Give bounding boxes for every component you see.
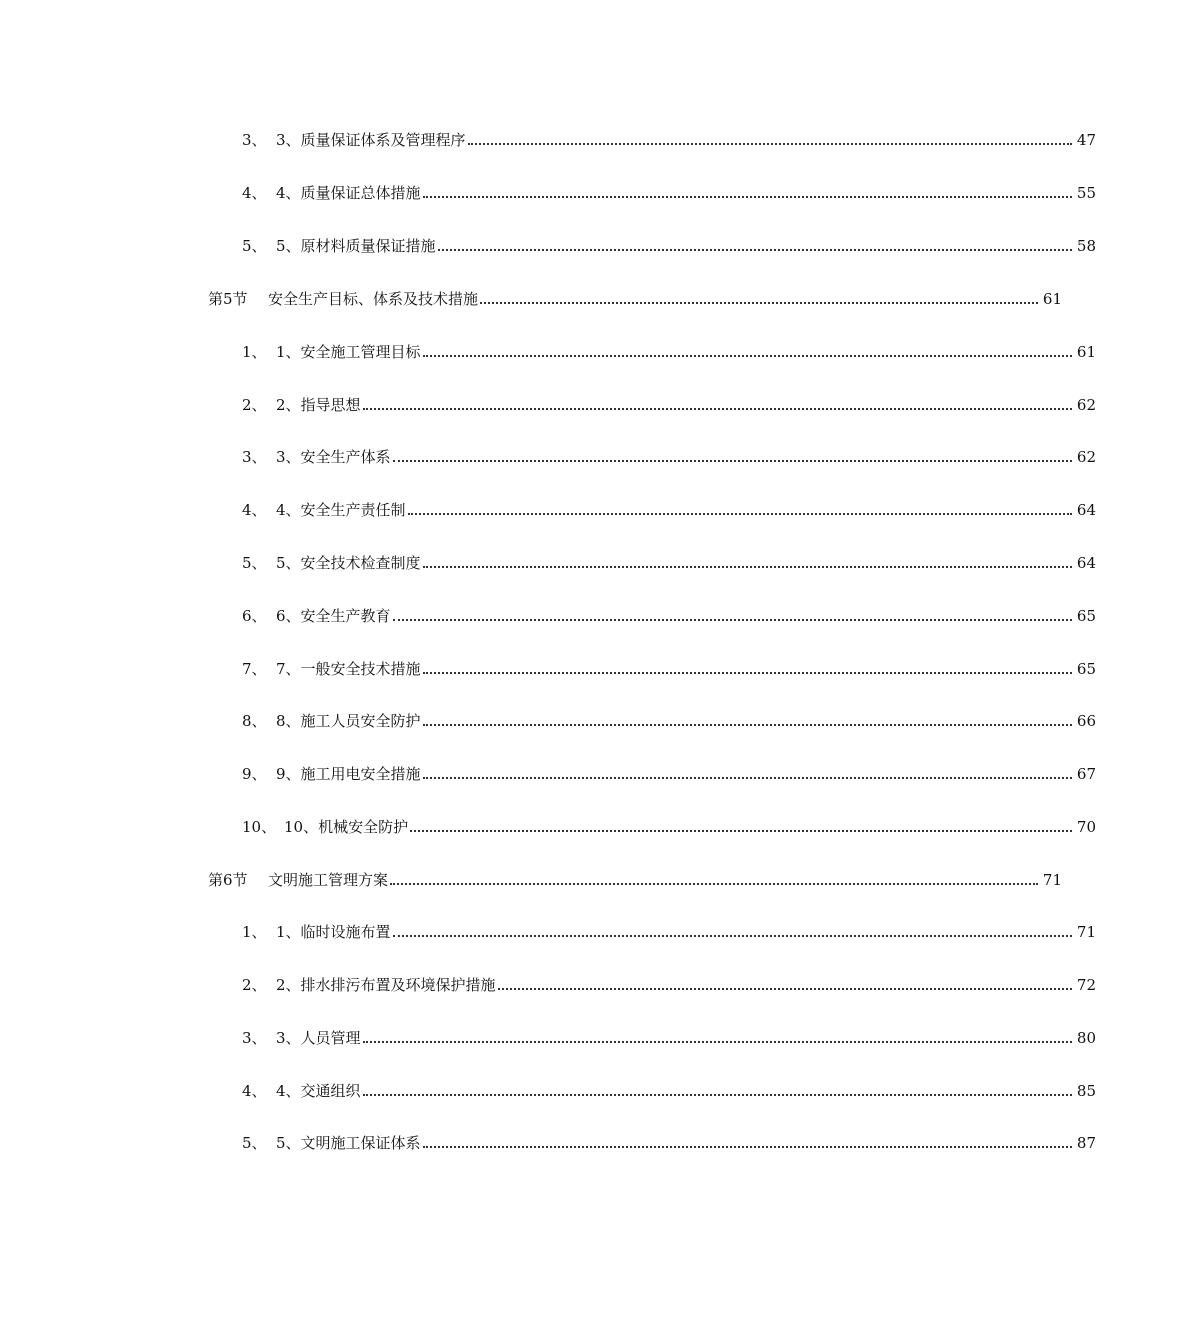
toc-entry-number: 4、 xyxy=(242,184,267,202)
toc-entry-number: 1、 xyxy=(242,923,267,941)
toc-entry-number: 6、 xyxy=(242,607,267,625)
toc-entry-title: 2、指导思想 xyxy=(276,396,361,414)
dot-leader xyxy=(423,672,1072,674)
dot-leader xyxy=(410,830,1072,832)
toc-entry[interactable] xyxy=(0,126,1192,150)
toc-entry[interactable] xyxy=(0,1024,1192,1048)
toc-entry-page: 71 xyxy=(1042,871,1062,889)
toc-entry-page: 61 xyxy=(1076,343,1096,361)
dot-leader xyxy=(423,724,1072,726)
toc-entry-number: 2、 xyxy=(242,976,267,994)
toc-entry-page: 62 xyxy=(1076,448,1096,466)
toc-entry[interactable] xyxy=(0,760,1192,784)
toc-section-title: 安全生产目标、体系及技术措施 xyxy=(268,290,479,308)
toc-section-number: 第5节 xyxy=(208,290,248,308)
toc-entry[interactable] xyxy=(0,918,1192,942)
toc-entry-page: 62 xyxy=(1076,396,1096,414)
toc-entry-title: 5、原材料质量保证措施 xyxy=(276,237,436,255)
toc-entry-title: 4、交通组织 xyxy=(276,1082,361,1100)
toc-entry[interactable] xyxy=(0,496,1192,520)
toc-entry-page: 87 xyxy=(1076,1134,1096,1152)
dot-leader xyxy=(393,619,1072,621)
dot-leader xyxy=(408,513,1072,515)
toc-entry[interactable] xyxy=(0,655,1192,679)
toc-entry-number: 5、 xyxy=(242,237,267,255)
toc-entry-number: 4、 xyxy=(242,1082,267,1100)
toc-entry[interactable] xyxy=(0,1077,1192,1101)
dot-leader xyxy=(423,355,1072,357)
dot-leader xyxy=(498,988,1072,990)
dot-leader xyxy=(363,1094,1072,1096)
toc-entry-title: 9、施工用电安全措施 xyxy=(276,765,421,783)
toc-entry-title: 4、质量保证总体措施 xyxy=(276,184,421,202)
toc-entry[interactable] xyxy=(0,813,1192,837)
toc-entry-title: 10、机械安全防护 xyxy=(284,818,409,836)
toc-entry[interactable] xyxy=(0,391,1192,415)
toc-entry-title: 6、安全生产教育 xyxy=(276,607,391,625)
dot-leader xyxy=(480,302,1038,304)
dot-leader xyxy=(393,935,1072,937)
toc-entry-page: 64 xyxy=(1076,554,1096,572)
toc-entry-page: 67 xyxy=(1076,765,1096,783)
dot-leader xyxy=(438,249,1072,251)
toc-section-number: 第6节 xyxy=(208,871,248,889)
toc-entry-page: 65 xyxy=(1076,607,1096,625)
toc-entry-page: 61 xyxy=(1042,290,1062,308)
toc-entry-number: 7、 xyxy=(242,660,267,678)
toc-section-entry[interactable] xyxy=(0,866,1158,890)
toc-entry[interactable] xyxy=(0,1129,1192,1153)
toc-entry-number: 4、 xyxy=(242,501,267,519)
toc-entry-number: 10、 xyxy=(242,818,277,836)
toc-entry-title: 1、安全施工管理目标 xyxy=(276,343,421,361)
toc-entry[interactable] xyxy=(0,179,1192,203)
dot-leader xyxy=(423,196,1072,198)
toc-entry-number: 8、 xyxy=(242,712,267,730)
toc-entry-number: 3、 xyxy=(242,448,267,466)
dot-leader xyxy=(423,566,1072,568)
toc-entry-page: 55 xyxy=(1076,184,1096,202)
toc-entry-title: 8、施工人员安全防护 xyxy=(276,712,421,730)
toc-entry[interactable] xyxy=(0,971,1192,995)
dot-leader xyxy=(423,777,1072,779)
toc-entry-number: 1、 xyxy=(242,343,267,361)
toc-entry-page: 47 xyxy=(1076,131,1096,149)
toc-entry-page: 66 xyxy=(1076,712,1096,730)
dot-leader xyxy=(468,143,1072,145)
toc-entry-page: 71 xyxy=(1076,923,1096,941)
toc-section-title: 文明施工管理方案 xyxy=(268,871,389,889)
dot-leader xyxy=(390,883,1038,885)
toc-entry[interactable] xyxy=(0,443,1192,467)
toc-entry-number: 5、 xyxy=(242,1134,267,1152)
toc-entry-number: 2、 xyxy=(242,396,267,414)
dot-leader xyxy=(393,460,1072,462)
toc-entry-title: 3、质量保证体系及管理程序 xyxy=(276,131,466,149)
toc-entry-page: 70 xyxy=(1076,818,1096,836)
toc-entry-number: 5、 xyxy=(242,554,267,572)
toc-entry[interactable] xyxy=(0,707,1192,731)
toc-entry-page: 80 xyxy=(1076,1029,1096,1047)
toc-entry-page: 72 xyxy=(1076,976,1096,994)
toc-entry-title: 3、安全生产体系 xyxy=(276,448,391,466)
toc-entry-title: 3、人员管理 xyxy=(276,1029,361,1047)
toc-entry-number: 3、 xyxy=(242,131,267,149)
toc-entry-page: 58 xyxy=(1076,237,1096,255)
toc-entry-number: 3、 xyxy=(242,1029,267,1047)
toc-entry-title: 7、一般安全技术措施 xyxy=(276,660,421,678)
toc-entry-title: 4、安全生产责任制 xyxy=(276,501,406,519)
dot-leader xyxy=(423,1146,1072,1148)
toc-entry-number: 9、 xyxy=(242,765,267,783)
toc-entry-page: 64 xyxy=(1076,501,1096,519)
toc-entry[interactable] xyxy=(0,549,1192,573)
toc-entry-title: 1、临时设施布置 xyxy=(276,923,391,941)
toc-entry-page: 65 xyxy=(1076,660,1096,678)
toc-entry-page: 85 xyxy=(1076,1082,1096,1100)
dot-leader xyxy=(363,1041,1072,1043)
toc-entry[interactable] xyxy=(0,232,1192,256)
toc-entry-title: 5、安全技术检查制度 xyxy=(276,554,421,572)
toc-entry[interactable] xyxy=(0,602,1192,626)
toc-section-entry[interactable] xyxy=(0,285,1158,309)
toc-entry-title: 2、排水排污布置及环境保护措施 xyxy=(276,976,496,994)
toc-entry-title: 5、文明施工保证体系 xyxy=(276,1134,421,1152)
dot-leader xyxy=(363,408,1072,410)
toc-entry[interactable] xyxy=(0,338,1192,362)
